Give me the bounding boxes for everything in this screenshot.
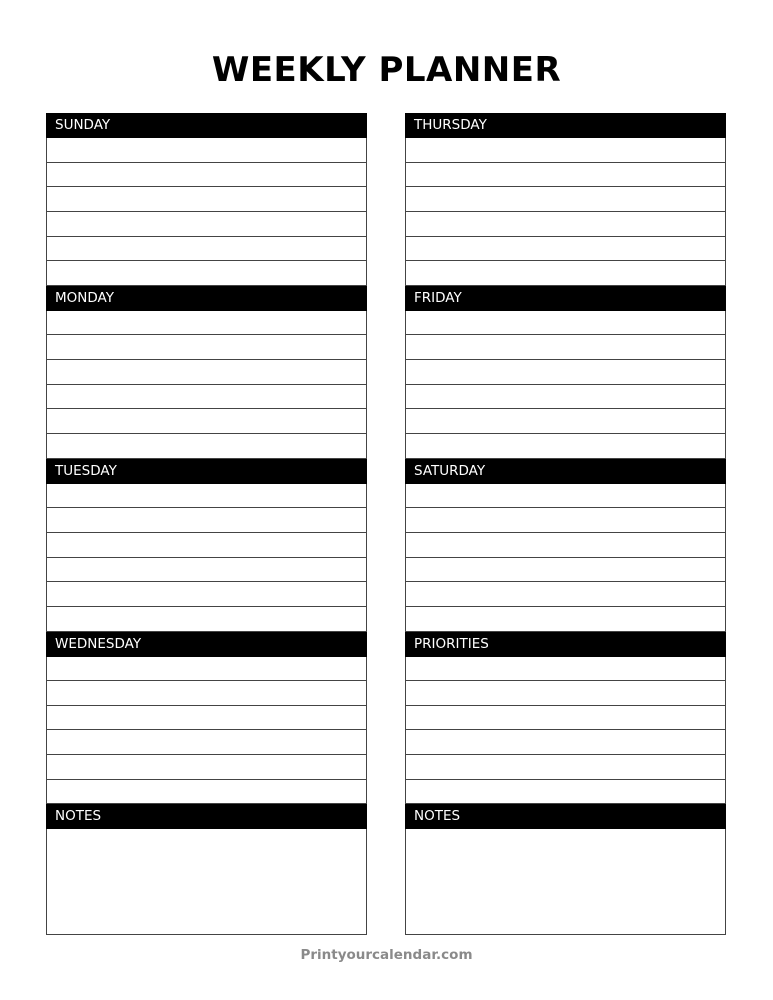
writing-line[interactable] <box>47 138 366 163</box>
writing-line[interactable] <box>47 163 366 188</box>
section-header-saturday: SATURDAY <box>405 459 726 484</box>
section-saturday <box>405 459 726 632</box>
writing-line[interactable] <box>47 755 366 780</box>
writing-line[interactable] <box>47 237 366 262</box>
writing-line[interactable] <box>406 434 725 459</box>
writing-line[interactable] <box>47 311 366 336</box>
page-title: WEEKLY PLANNER <box>211 50 562 90</box>
writing-lines <box>47 484 366 632</box>
writing-line[interactable] <box>406 311 725 336</box>
section-header-wednesday: WEDNESDAY <box>46 632 367 657</box>
writing-line[interactable] <box>406 780 725 805</box>
writing-line[interactable] <box>47 335 366 360</box>
section-sunday <box>46 113 367 286</box>
section-header-tuesday: TUESDAY <box>46 459 367 484</box>
writing-line[interactable] <box>406 138 725 163</box>
writing-line[interactable] <box>406 409 725 434</box>
writing-lines <box>47 311 366 459</box>
section-header-friday: FRIDAY <box>405 286 726 311</box>
section-header-sunday: SUNDAY <box>46 113 367 138</box>
writing-lines <box>406 484 725 632</box>
writing-line[interactable] <box>47 212 366 237</box>
section-header-thursday: THURSDAY <box>405 113 726 138</box>
writing-line[interactable] <box>406 755 725 780</box>
section-tuesday <box>46 459 367 632</box>
section-notes <box>405 804 726 935</box>
writing-line[interactable] <box>406 484 725 509</box>
writing-line[interactable] <box>406 261 725 286</box>
section-notes <box>46 804 367 935</box>
section-header-notes: NOTES <box>405 804 726 829</box>
writing-line[interactable] <box>406 360 725 385</box>
writing-line[interactable] <box>47 409 366 434</box>
writing-lines <box>406 311 725 459</box>
writing-line[interactable] <box>406 533 725 558</box>
writing-line[interactable] <box>47 508 366 533</box>
writing-line[interactable] <box>47 484 366 509</box>
left-column <box>46 113 367 935</box>
writing-line[interactable] <box>47 187 366 212</box>
right-column <box>405 113 726 935</box>
section-header-priorities: PRIORITIES <box>405 632 726 657</box>
section-thursday <box>405 113 726 286</box>
notes-area[interactable] <box>47 829 366 935</box>
writing-line[interactable] <box>406 187 725 212</box>
writing-line[interactable] <box>406 385 725 410</box>
writing-lines <box>406 657 725 805</box>
writing-line[interactable] <box>47 261 366 286</box>
footer-brand: Printyourcalendar.com <box>300 947 473 963</box>
section-friday <box>405 286 726 459</box>
writing-line[interactable] <box>47 582 366 607</box>
writing-line[interactable] <box>406 706 725 731</box>
writing-lines <box>47 657 366 805</box>
writing-line[interactable] <box>47 360 366 385</box>
notes-area[interactable] <box>406 829 725 935</box>
writing-line[interactable] <box>406 681 725 706</box>
writing-line[interactable] <box>406 163 725 188</box>
writing-lines <box>406 138 725 286</box>
writing-line[interactable] <box>406 607 725 632</box>
writing-line[interactable] <box>406 582 725 607</box>
writing-line[interactable] <box>406 335 725 360</box>
section-header-monday: MONDAY <box>46 286 367 311</box>
section-header-notes: NOTES <box>46 804 367 829</box>
writing-line[interactable] <box>406 730 725 755</box>
writing-line[interactable] <box>47 533 366 558</box>
writing-line[interactable] <box>47 385 366 410</box>
writing-line[interactable] <box>406 558 725 583</box>
writing-line[interactable] <box>406 657 725 682</box>
writing-line[interactable] <box>406 212 725 237</box>
writing-line[interactable] <box>406 237 725 262</box>
writing-line[interactable] <box>47 681 366 706</box>
writing-line[interactable] <box>47 730 366 755</box>
writing-line[interactable] <box>406 508 725 533</box>
section-monday <box>46 286 367 459</box>
section-wednesday <box>46 632 367 805</box>
section-priorities <box>405 632 726 805</box>
writing-line[interactable] <box>47 780 366 805</box>
writing-line[interactable] <box>47 558 366 583</box>
writing-line[interactable] <box>47 607 366 632</box>
writing-line[interactable] <box>47 706 366 731</box>
writing-lines <box>47 138 366 286</box>
writing-line[interactable] <box>47 434 366 459</box>
writing-line[interactable] <box>47 657 366 682</box>
